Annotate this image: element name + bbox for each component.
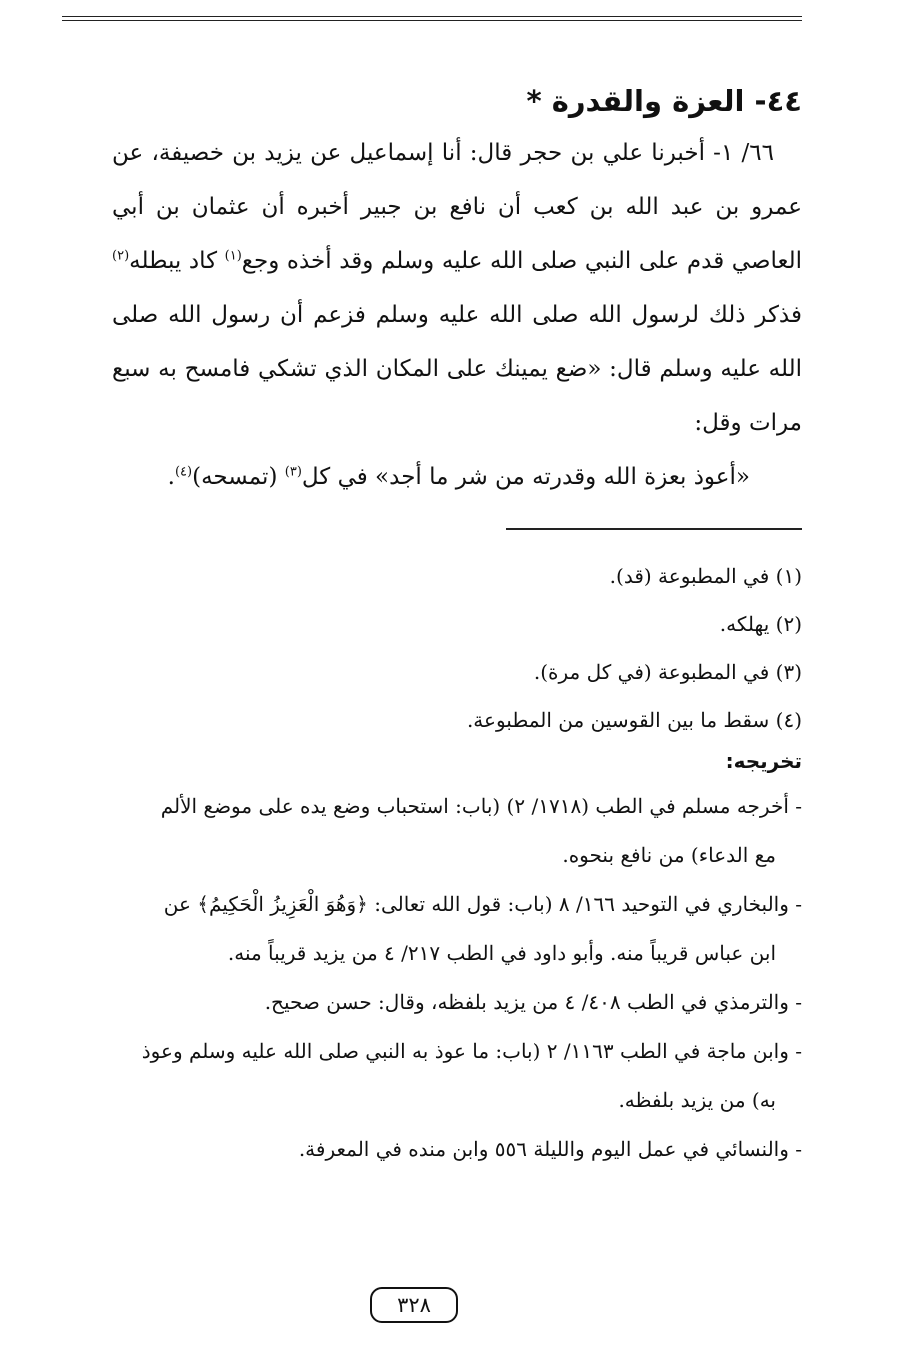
footnote: (٤) سقط ما بين القوسين من المطبوعة. xyxy=(466,708,802,732)
takhrij-item: - والنسائي في عمل اليوم والليلة ٥٥٦ وابن منده في المعرفة. xyxy=(298,1137,802,1161)
footnote: (١) في المطبوعة (قد). xyxy=(609,564,802,588)
hadith-line: فذكر ذلك لرسول الله صلى الله عليه وسلم فزعم أن رسول الله xyxy=(168,302,802,328)
hadith-line: يبطله xyxy=(129,248,182,274)
hadith-line: سبع مرات وقل: xyxy=(112,356,802,436)
footnotes xyxy=(112,552,802,744)
takhrij-item: - وابن ماجة في الطب ١١٦٣/ ٢ (باب: ما عوذ به النبي صلى الله عليه وسلم وعوذ xyxy=(141,1039,802,1063)
page-number: ٣٢٨ xyxy=(370,1287,458,1323)
hadith-text xyxy=(112,126,802,450)
takhrij-item: به) من يزيد بلفظه. xyxy=(618,1088,776,1112)
takhrij-item: - أخرجه مسلم في الطب (١٧١٨/ ٢) (باب: استحباب وضع يده على موضع الألم xyxy=(160,794,802,818)
chapter-heading: ٤٤- العزة والقدرة * xyxy=(526,84,802,118)
quote-text: (تمسحه) xyxy=(192,464,285,490)
hadith-line: صلى الله عليه وسلم قال: «ضع يمينك على المكان الذي تشكي فامسح به xyxy=(112,302,802,382)
takhrij-section xyxy=(112,740,802,1174)
header-rule xyxy=(62,16,802,21)
footnote-marker: (١) xyxy=(224,248,242,264)
takhrij-title: تخريجه: xyxy=(725,749,802,773)
footnote-marker: (٣) xyxy=(284,464,302,480)
main-text xyxy=(112,78,802,504)
takhrij-item: - والبخاري في التوحيد ١٦٦/ ٨ (باب: قول الله تعالى: ﴿وَهُوَ الْعَزِيزُ الْحَكِيمُ﴾ عن xyxy=(163,892,802,916)
footnote: (٢) يهلكه. xyxy=(719,612,802,636)
hadith-line: عن عمرو بن عبد الله بن كعب أن نافع بن جبير أخبره أن عثمان بن أبي xyxy=(112,140,802,220)
footnote-marker: (٤) xyxy=(174,464,193,480)
footnote-marker: (٢) xyxy=(112,248,130,264)
takhrij-item: - والترمذي في الطب ٤٠٨/ ٤ من يزيد بلفظه، وقال: حسن صحيح. xyxy=(264,990,802,1014)
hadith-line: العاصي قدم على النبي صلى الله عليه وسلم وقد أخذه وجع xyxy=(241,248,803,274)
quote-text: «أعوذ بعزة الله وقدرته من شر ما أجد» في كل xyxy=(301,464,750,490)
hadith-line: ٦٦/ ١- أخبرنا علي بن حجر قال: أنا إسماعيل عن يزيد بن خصيفة، xyxy=(151,140,774,166)
supplication-quote xyxy=(112,450,802,504)
footnote-separator xyxy=(506,528,802,530)
hadith-line: كاد xyxy=(188,248,225,274)
footnote: (٣) في المطبوعة (في كل مرة). xyxy=(533,660,802,684)
takhrij-item: ابن عباس قريباً منه. وأبو داود في الطب ٢١٧/ ٤ من يزيد قريباً منه. xyxy=(227,941,776,965)
takhrij-item: مع الدعاء) من نافع بنحوه. xyxy=(562,843,776,867)
quote-text: . xyxy=(167,464,175,490)
